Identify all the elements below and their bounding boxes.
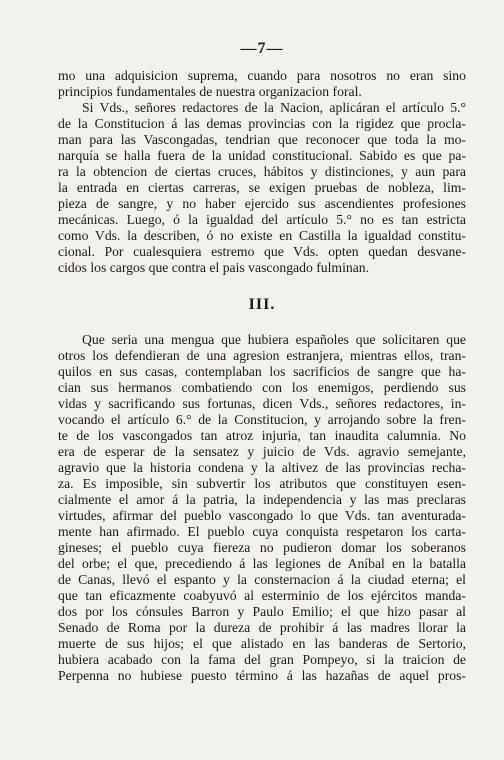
text-line: del orbe; el que, precediendo á las legiones de Aníbal en la batalla	[58, 556, 466, 571]
text-line: te de los vascongados tan atroz injuria, tan inaudita calumnia. No	[58, 428, 466, 443]
text-line: Que seria una mengua que hubiera españoles que solicitaren que	[82, 332, 466, 347]
text-line: man para las Vascongadas, tendrian que reconocer que toda la mo-	[58, 132, 466, 147]
text-line: ra la obtencion de ciertas cruces, hábitos y distinciones, y aun para	[58, 164, 466, 179]
text-line: principios fundamentales de nuestra organizacion foral.	[58, 84, 362, 99]
text-line: como Vds. la describen, ó no existe en Castilla la igualdad constitu-	[58, 228, 466, 243]
text-line: mente han afirmado. El pueblo cuya conquista respetaron los carta-	[58, 524, 466, 539]
text-line: la entrada en ciertas carreras, se exigen pruebas de nobleza, lim-	[58, 180, 466, 195]
section-heading: III.	[248, 296, 276, 313]
text-line: Si Vds., señores redactores de la Nacion, aplicáran el artículo 5.°	[82, 100, 466, 115]
text-line: muerte de sus hijos; el que alistado en las banderas de Sertorio,	[58, 636, 466, 651]
text-line: narquía se halla fuera de la unidad constitucional. Sabido es que pa-	[58, 148, 466, 163]
text-line: hubiera acabado con la fama del gran Pompeyo, si la traicion de	[58, 652, 466, 667]
text-line: Senado de Roma por la dureza de prohibir á las madres llorar la	[58, 620, 466, 635]
text-line: mecánicas. Luego, ó la igualdad del artículo 5.° no es tan estricta	[58, 212, 466, 227]
paragraph-1	[58, 68, 466, 100]
text-line: quilos en sus casas, contemplaban los sacrificios de sangre que ha-	[58, 364, 466, 379]
text-line: de la Constitucion á las demas provincias con la rigidez que procla-	[58, 116, 466, 131]
text-line: otros los defendieran de una agresion estranjera, mientras ellos, tran-	[58, 348, 466, 363]
text-line: era de esperar de la sensatez y juicio de Vds. agravio semejante,	[58, 444, 466, 459]
text-line: cian sus hermanos combatiendo con los enemigos, perdiendo sus	[58, 380, 466, 395]
text-line: za. Es imposible, sin subvertir los atributos que constituyen esen-	[58, 476, 466, 491]
text-line: agravio que la historia condena y la altivez de las provincias recha-	[58, 460, 466, 475]
text-line: dos por los cónsules Barron y Paulo Emilio; el que hizo pasar al	[58, 604, 466, 619]
text-line: virtudes, afirmar del pueblo vascongado lo que Vds. tan aventurada-	[58, 508, 466, 523]
page-number: —7—	[240, 40, 284, 57]
text-line: Perpenna no hubiese puesto término á las hazañas de aquel pros-	[58, 668, 466, 683]
text-line: vocando el artículo 6.° de la Constitucion, y arrojando sobre la fren-	[58, 412, 466, 427]
paragraph-3	[58, 332, 466, 684]
text-line: cional. Por cualesquiera estremo que Vds. opten quedan desvane-	[58, 244, 466, 259]
text-line: mo una adquisicion suprema, cuando para nosotros no eran sino	[58, 68, 466, 83]
text-line: pieza de sangre, y no haber ejercido sus ascendientes profesiones	[58, 196, 466, 211]
text-line: de Canas, llevó el espanto y la consternacion á la ciudad eterna; el	[58, 572, 466, 587]
text-line: que tan eficazmente coabyuvó al esterminio de los ejércitos manda-	[58, 588, 466, 603]
paragraph-2	[58, 100, 466, 276]
text-line: cidos los cargos que contra el pais vascongado fulminan.	[58, 260, 370, 275]
text-line: gineses; el pueblo cuya fiereza no pudieron domar los soberanos	[58, 540, 466, 555]
text-line: vidas y sacrificando sus fortunas, dicen Vds., señores redactores, in-	[58, 396, 466, 411]
text-line: cialmente el amor á la patria, la independencia y las mas preclaras	[58, 492, 466, 507]
